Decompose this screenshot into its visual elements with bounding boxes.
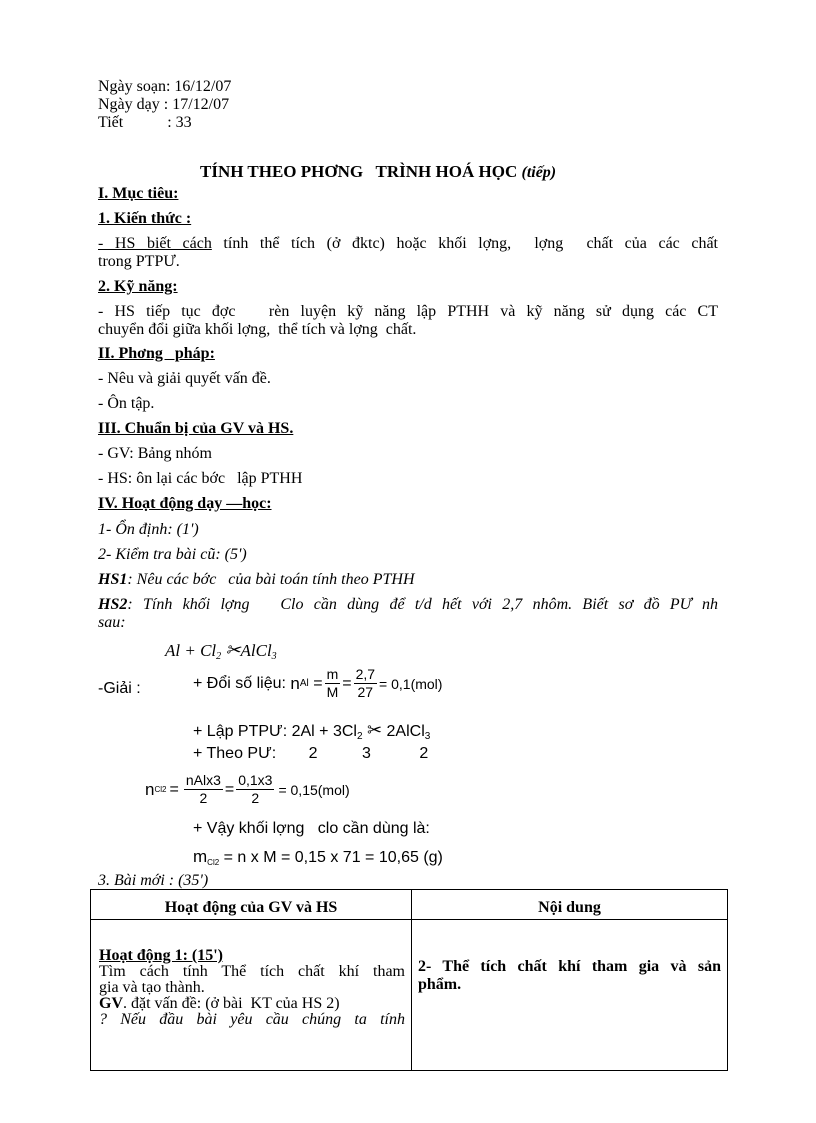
fraction-m-over-M: $\frac{m}{M}$	[326, 666, 339, 700]
hs2-paragraph: HS2: Tính khối lợng Clo cần dùng để t/d hết với 2,7 nhôm. Biết sơ đồ PƯ nh sau:	[98, 596, 718, 631]
header-block	[98, 78, 231, 132]
n-cl2-calc: n Cl2 = $\frac{\text{nAlx3}}{2}$ = $\frac{0,1x3}{2}$ = 0,15(mol)	[145, 772, 350, 806]
reaction-scheme: $Al + Cl_2$ ✂AlCl$_3$	[165, 640, 277, 662]
pp-item-1: - Nêu và giải quyết vấn đề.	[98, 370, 271, 387]
table-header-row	[91, 890, 728, 920]
cb-item-1: - GV: Bảng nhóm	[98, 445, 212, 462]
page-title: TÍNH THEO PHƠNG TRÌNH HOÁ HỌC (tiếp)	[200, 162, 557, 181]
lap-ptpu: + Lập PTPƯ: $2Al + 3Cl_2$ ✂ 2AlCl$_3$	[193, 720, 431, 742]
ky-nang-paragraph: - HS tiếp tục đợc rèn luyện kỹ năng lập PTHH và kỹ năng sử dụng các CT chuyển đổi giữa khối lợng, thể tích và lợng chất.	[98, 303, 718, 338]
ngay-day: Ngày dạy : 17/12/07	[98, 96, 230, 113]
m-cl2-calc: $m_{Cl2} = n$ x M = 0,15 x 71 = 10,65 (g)	[193, 847, 443, 867]
pp-item-2: - Ôn tập.	[98, 395, 155, 412]
fraction-nAlx3-over-2: $\frac{\text{nAlx3}}{2}$	[185, 772, 221, 806]
doi-so-lieu: + Đổi số liệu: n Al = $\frac{m}{M}$ = $\frac{2,7}{27}$ = 0,1(mol)	[193, 666, 443, 700]
section-kien-thuc: 1. Kiến thức :	[98, 210, 192, 227]
activity-table	[90, 889, 728, 1071]
scissors-arrow-icon: ✂	[225, 640, 241, 660]
hs1-line: HS1: Nêu các bớc của bài toán tính theo PTHH	[98, 571, 415, 588]
vay-khoi-luong: + Vậy khối lợng clo cần dùng là:	[193, 820, 430, 837]
fraction-0-1x3-over-2: $\frac{0,1x3}{2}$	[238, 772, 273, 806]
section-chuan-bi: III. Chuẩn bị của GV và HS.	[98, 420, 294, 437]
section-hoat-dong: IV. Hoạt động dạy —học:	[98, 495, 272, 512]
section-phuong-phap: II. Phơng pháp:	[98, 345, 215, 362]
table-row	[91, 920, 728, 1071]
kien-thuc-paragraph: - HS biết cách tính thể tích (ở đktc) hoặc khối lợng, lợng chất của các chất trong PTPƯ.	[98, 235, 719, 270]
activity-cell: Hoạt động 1: (15') Tìm cách tính Thể tích chất khí tham gia và tạo thành. GV. đặt vấn đề: (ở bài KT của HS 2) ? Nếu đầu bài yêu cầu chúng ta tính	[91, 920, 412, 1071]
scissors-arrow-icon: ✂	[366, 720, 383, 740]
theo-pu: + Theo PƯ: 2 3 2	[193, 745, 429, 762]
on-dinh: 1- Ổn định: (1')	[98, 521, 199, 538]
giai-label: -Giải :	[98, 680, 141, 697]
kiem-tra: 2- Kiểm tra bài cũ: (5')	[98, 546, 247, 563]
bai-moi: 3. Bài mới : (35')	[98, 872, 209, 889]
col-header-content: Nội dung	[412, 890, 728, 920]
section-muc-tieu: I. Mục tiêu:	[98, 185, 179, 202]
cb-item-2: - HS: ôn lại các bớc lập PTHH	[98, 470, 303, 487]
col-header-activity: Hoạt động của GV và HS	[91, 890, 412, 920]
fraction-2-7-over-27: $\frac{2,7}{27}$	[355, 666, 376, 700]
ngay-soan: Ngày soạn: 16/12/07	[98, 78, 232, 95]
tiet: Tiết : 33	[98, 114, 192, 131]
content-cell: 2- Thể tích chất khí tham gia và sản phẩm.	[412, 920, 728, 1071]
section-ky-nang: 2. Kỹ năng:	[98, 278, 178, 295]
